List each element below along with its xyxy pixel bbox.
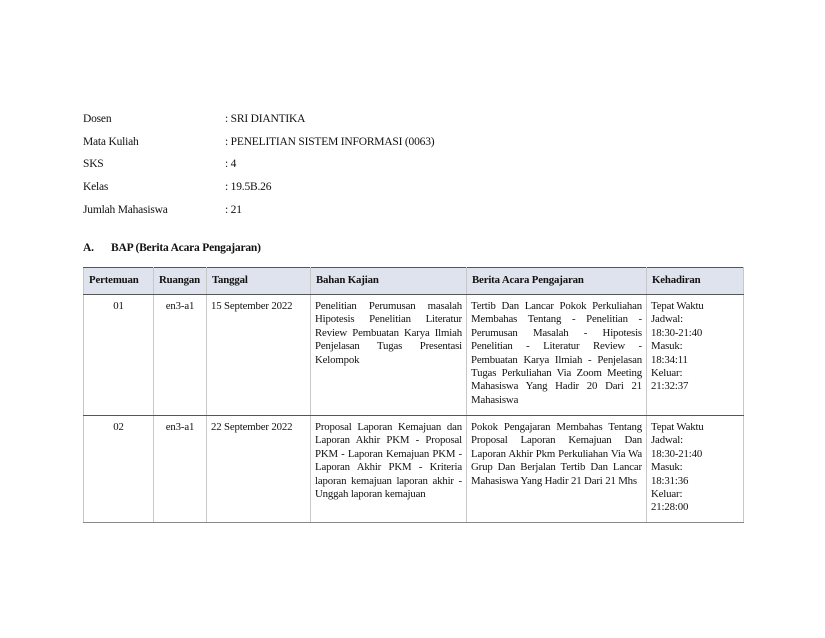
info-label: Dosen [83,113,112,126]
info-value: : 4 [225,158,236,170]
cell-bahan-kajian: Proposal Laporan Kemajuan dan Laporan Akhir PKM - Proposal PKM - Laporan Kemajuan PKM - Laporan Akhir PKM - Kriteria laporan kemajuan laporan akhir - Unggah laporan kemajuan [311,416,467,523]
table-row [84,416,744,523]
header-ruangan: Ruangan [154,268,207,295]
header-berita-acara: Berita Acara Pengajaran [467,268,647,295]
kehadiran-masuk-label: Masuk: [651,461,683,474]
header-bahan-kajian: Bahan Kajian [311,268,467,295]
cell-bahan-kajian: Penelitian Perumusan masalah Hipotesis Penelitian Literatur Review Pembuatan Karya Ilmiah Penjelasan Tugas Presentasi Kelompok [311,295,467,416]
cell-tanggal: 22 September 2022 [207,416,311,523]
cell-ruangan: en3-a1 [154,416,207,523]
info-row-jumlah-mahasiswa [83,198,434,221]
info-row-kelas [83,176,434,199]
info-row-sks [83,153,434,176]
info-label: Kelas [83,181,109,194]
course-info [83,108,434,221]
cell-kehadiran [647,295,744,416]
cell-ruangan: en3-a1 [154,295,207,416]
section-letter: A. [83,242,94,254]
bap-table [83,267,744,523]
info-value: : 19.5B.26 [225,181,271,193]
kehadiran-keluar: 21:28:00 [651,501,689,514]
header-pertemuan: Pertemuan [84,268,154,295]
table-header-row [84,268,744,295]
kehadiran-jadwal: 18:30-21:40 [651,447,703,460]
cell-kehadiran [647,416,744,523]
section-title [83,242,261,254]
kehadiran-status: Tepat Waktu [651,300,704,312]
header-kehadiran: Kehadiran [647,268,744,295]
section-heading: BAP (Berita Acara Pengajaran) [111,242,261,254]
kehadiran-masuk: 18:31:36 [651,474,689,487]
cell-pertemuan: 02 [84,416,154,523]
info-label: Mata Kuliah [83,135,139,148]
cell-berita-acara: Pokok Pengajaran Membahas Tentang Proposal Laporan Kemajuan Dan Laporan Akhir Pkm Perkuliahan Via Wa Grup Dan Berjalan Tertib Dan Lancar Mahasiswa Yang Hadir 21 Dari 21 Mhs [467,416,647,523]
kehadiran-jadwal-label: Jadwal: [651,313,683,326]
info-label: SKS [83,158,104,171]
info-row-dosen [83,108,434,131]
kehadiran-keluar: 21:32:37 [651,380,689,393]
header-tanggal: Tanggal [207,268,311,295]
cell-berita-acara: Tertib Dan Lancar Pokok Perkuliahan Membahas Tentang - Penelitian - Perumusan Masalah - Hipotesis Penelitian - Literatur Review - Pembuatan Karya Ilmiah - Penjelasan Tugas Perkuliahan Via Zoom Meeting Mahasiswa Yang Hadir 20 Dari 21 Mahasiswa [467,295,647,416]
kehadiran-masuk-label: Masuk: [651,340,683,353]
kehadiran-keluar-label: Keluar: [651,488,683,501]
info-value: : 21 [225,204,242,216]
cell-pertemuan: 01 [84,295,154,416]
kehadiran-jadwal: 18:30-21:40 [651,326,703,339]
info-label: Jumlah Mahasiswa [83,203,168,216]
cell-tanggal: 15 September 2022 [207,295,311,416]
table-row [84,295,744,416]
info-value: : SRI DIANTIKA [225,113,305,125]
info-row-mata-kuliah [83,131,434,154]
kehadiran-keluar-label: Keluar: [651,367,683,380]
kehadiran-masuk: 18:34:11 [651,353,688,366]
kehadiran-status: Tepat Waktu [651,421,704,433]
kehadiran-jadwal-label: Jadwal: [651,434,683,447]
info-value: : PENELITIAN SISTEM INFORMASI (0063) [225,136,434,148]
